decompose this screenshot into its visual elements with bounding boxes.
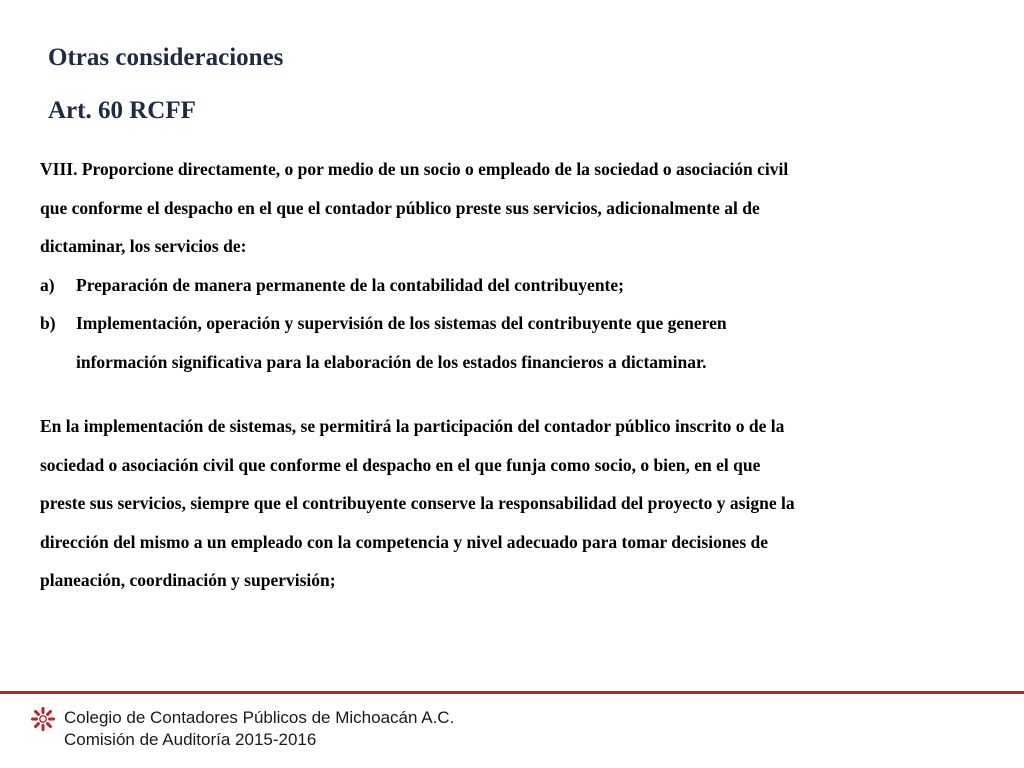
systems-implementation-paragraph [40,407,970,600]
paragraph-line-3: preste sus servicios, siempre que el contribuyente conserve la responsabilidad del proyecto y asigne la [40,493,795,513]
paragraph-line-5: planeación, coordinación y supervisión; [40,570,336,590]
intro-line-1: VIII. Proporcione directamente, o por medio de un socio o empleado de la sociedad o asociación civil [40,159,789,179]
list-item-text-continued: información significativa para la elaboración de los estados financieros a dictaminar. [76,351,707,372]
college-logo-icon [30,706,56,732]
footer-organization: Colegio de Contadores Públicos de Michoacán A.C. [64,708,455,727]
footer-commission: Comisión de Auditoría 2015-2016 [64,730,317,749]
slide-title: Otras consideraciones [48,44,284,71]
intro-line-2: que conforme el despacho en el que el contador público preste sus servicios, adicionalmente al de [40,197,760,218]
footer-text [64,707,454,751]
slide-subtitle: Art. 60 RCFF [48,97,196,124]
list-item-text: Preparación de manera permanente de la contabilidad del contribuyente; [76,274,624,295]
footer-divider [0,691,1024,694]
list-marker: b) [40,313,56,333]
list-marker: a) [40,274,55,295]
paragraph-line-4: dirección del mismo a un empleado con la competencia y nivel adecuado para tomar decisiones de [40,531,769,552]
intro-line-3: dictaminar, los servicios de: [40,236,247,256]
list-item-a [40,266,970,305]
article-fraction-viii [40,150,970,381]
paragraph-line-1: En la implementación de sistemas, se permitirá la participación del contador público inscrito o de la [40,416,785,436]
list-item-text: Implementación, operación y supervisión de los sistemas del contribuyente que generen [76,313,727,333]
list-item-b [40,304,970,381]
paragraph-line-2: sociedad o asociación civil que conforme el despacho en el que funja como socio, o bien, en el que [40,454,761,475]
